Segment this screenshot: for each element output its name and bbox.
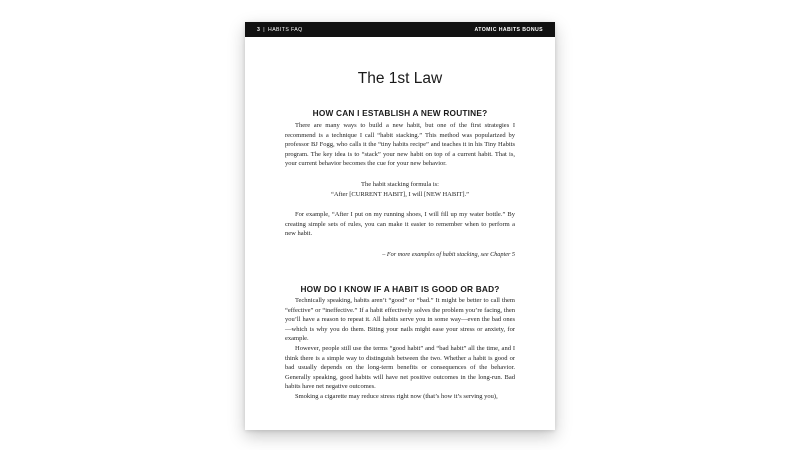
running-header xyxy=(245,22,555,37)
habit-stacking-formula xyxy=(285,180,515,199)
document-page xyxy=(245,22,555,430)
chapter-reference-note: – For more examples of habit stacking, see Chapter 5 xyxy=(382,251,515,258)
section2-paragraph-1: Technically speaking, habits aren’t “good” or “bad.” It might be better to call them “effective” or “ineffective.” If a habit effectively solves the problem you’re facing, then you’ll have a reason to repeat it. All habits serve you in some way—even the bad ones—which is why you do them. Biting your nails might ease your stress or anxiety, for example. xyxy=(285,297,515,343)
formula-text: “After [CURRENT HABIT], I will [NEW HABIT].” xyxy=(330,190,470,198)
section1-paragraph-2: For example, “After I put on my running shoes, I will fill up my water bottle.” By creating simple sets of rules, you can make it easier to remember when to perform a new habit. xyxy=(285,211,515,238)
section2-paragraph-3: Smoking a cigarette may reduce stress right now (that’s how it’s serving you), xyxy=(295,392,498,400)
page-title: The 1st Law xyxy=(357,70,443,87)
section1-paragraph-1: There are many ways to build a new habit, but one of the first strategies I recommend is a technique I call “habit stacking.” This method was popularized by professor BJ Fogg, who calls it the “tiny habits recipe” and teaches it in his Tiny Habits program. The key idea is to “stack” your new habit on top of a current habit. That is, your current behavior becomes the cue for your new behavior. xyxy=(285,122,515,168)
section-heading-new-routine: HOW CAN I ESTABLISH A NEW ROUTINE? xyxy=(312,108,488,118)
formula-intro: The habit stacking formula is: xyxy=(361,181,439,188)
header-left xyxy=(257,27,303,33)
section1-body xyxy=(285,121,515,169)
section2-body xyxy=(285,296,515,402)
header-book-title: ATOMIC HABITS BONUS xyxy=(474,26,543,33)
header-separator: | xyxy=(263,26,266,33)
section1-body-2 xyxy=(285,210,515,239)
section2-paragraph-2: However, people still use the terms “good habit” and “bad habit” all the time, and I think there is a simple way to distinguish between the two. Whether a habit is good or bad usually depends on the long-term benefits or consequences of the behavior. Generally speaking, good habits will have net positive outcomes in the long-run. Bad habits have net negative outcomes. xyxy=(285,344,515,391)
header-section-title: HABITS FAQ xyxy=(268,26,303,33)
section-heading-good-or-bad: HOW DO I KNOW IF A HABIT IS GOOD OR BAD? xyxy=(300,284,500,294)
page-number: 3 xyxy=(257,26,261,33)
